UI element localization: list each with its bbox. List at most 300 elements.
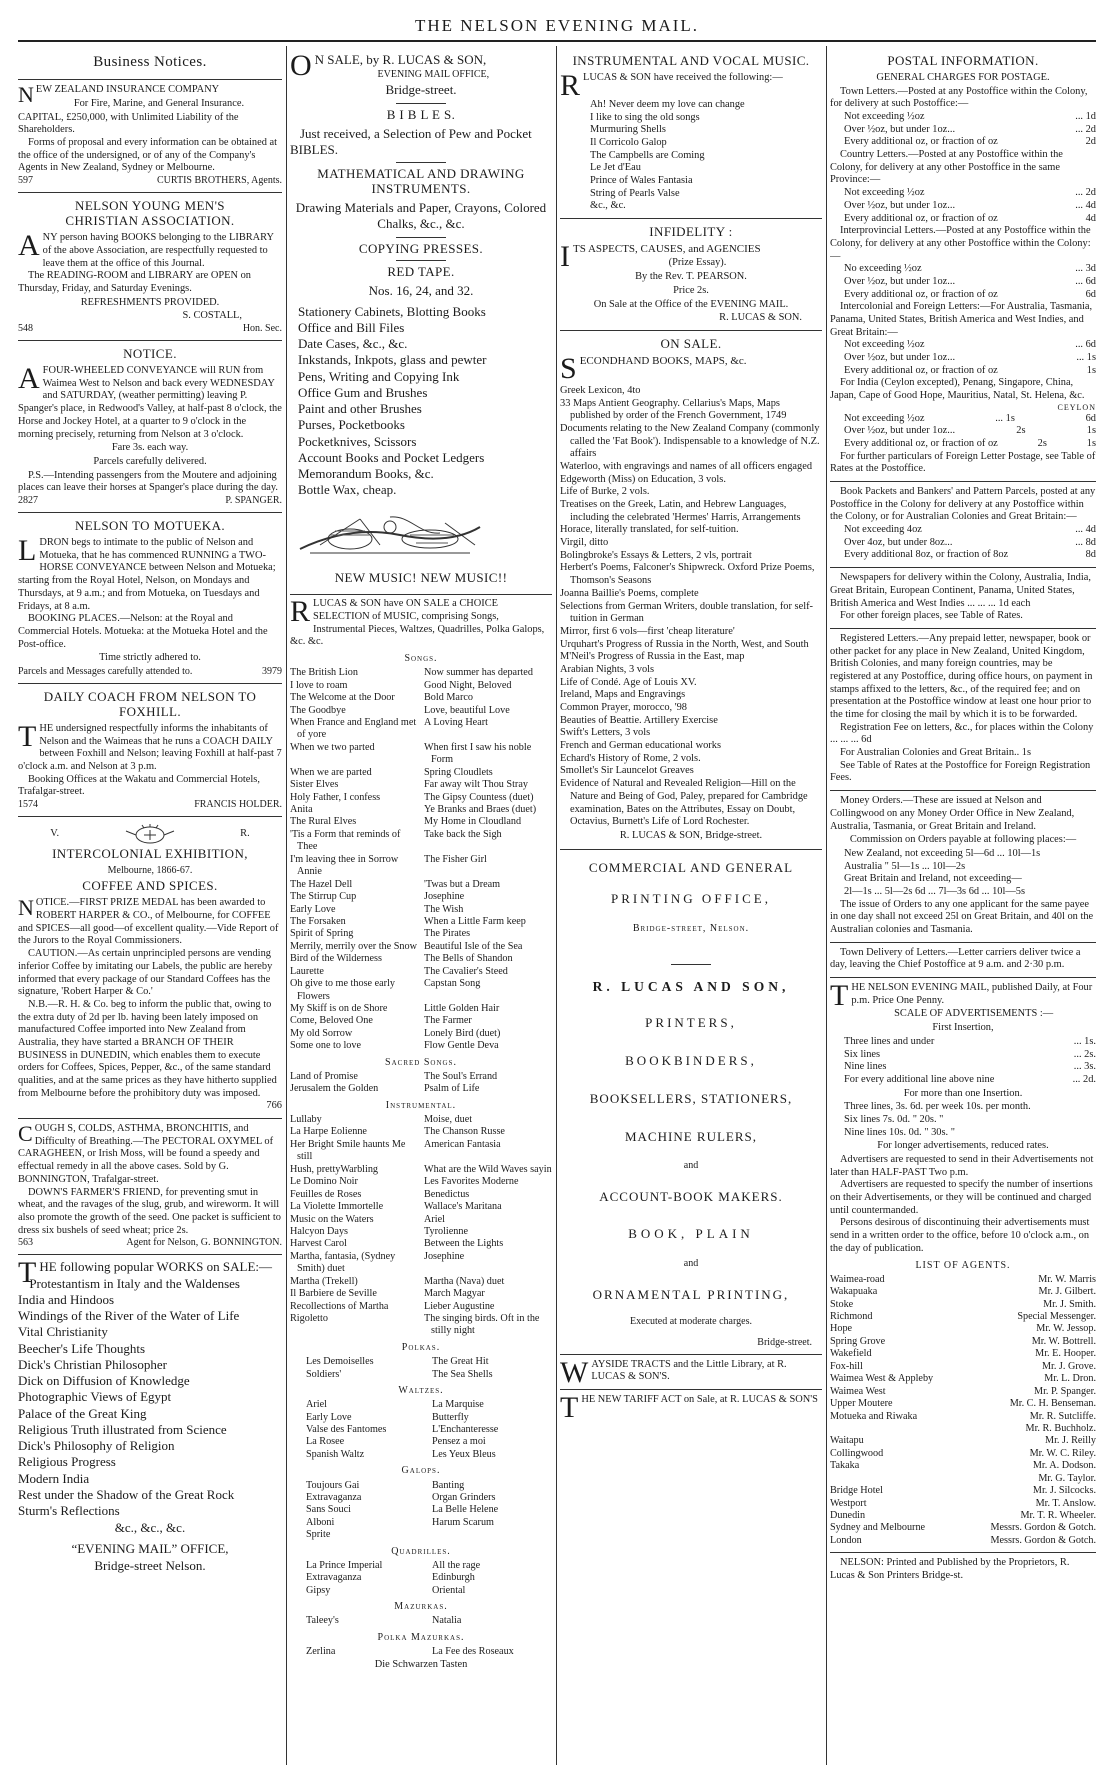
rate-cell: 2s [1037, 437, 1047, 449]
list-item: L'Enchanteresse [432, 1424, 499, 1435]
rate-cell: Every additional oz, or fraction of oz [844, 364, 998, 376]
imprint [830, 1553, 1096, 1582]
list-item: Pensez a moi [432, 1436, 486, 1448]
rate-row [830, 873, 1096, 886]
ad-line: Executed at moderate charges. [630, 1316, 752, 1328]
ad-line: BOOKSELLERS, STATIONERS, [589, 1090, 793, 1106]
list-item: Office and Bill Files [298, 319, 405, 335]
list-item: When we two parted [290, 741, 375, 753]
rate-cell: Mr. A. Dodson. [1032, 1460, 1096, 1472]
ad-title: ON SALE. [660, 335, 722, 351]
rate-cell: Mr. W. Jessop. [1036, 1323, 1096, 1335]
list-item: Ariel [424, 1213, 445, 1225]
rate-cell: Motueka and Riwaka [830, 1410, 918, 1422]
on-sale-ad [290, 48, 552, 595]
rate-cell: ... 1s [995, 412, 1015, 424]
section-heading: Songs. [404, 653, 438, 664]
list-item: Dick's Christian Philosopher [18, 1356, 167, 1372]
postal-paragraph: Town Letters.—Posted at any Postoffice within the Colony, for delivery at such Postoffice:— [830, 85, 1088, 110]
ad-signature-role: Hon. Sec. [242, 322, 282, 334]
rate-cell: ... 3s. [1073, 1061, 1096, 1073]
rate-cell: ... 2d [1075, 187, 1096, 199]
list-item: Life of Burke, 2 vols. [560, 486, 650, 498]
drop-cap: T [18, 720, 37, 753]
list-item: Taleey's [306, 1615, 339, 1627]
list-item: Moise, duet [424, 1114, 473, 1125]
postal-paragraph: Interprovincial Letters.—Posted at any Postoffice within the Colony, for delivery at any other Postoffice within the Colony:— [830, 225, 1091, 262]
list-item: I'm leaving thee in Sorrow Annie [290, 853, 399, 878]
rate-cell: For every additional line above nine [844, 1073, 995, 1085]
list-item: Butterfly [432, 1411, 469, 1423]
rate-cell: ... 1d [1075, 111, 1096, 122]
list-item: Prince of Wales Fantasia [590, 175, 693, 187]
list-item: Feuilles de Roses [290, 1188, 362, 1200]
list-item: Mirror, first 6 vols—first 'cheap literature' [560, 625, 735, 637]
list-item: Sprite [306, 1529, 331, 1541]
rate-row [830, 1485, 1096, 1497]
rate-cell: ... 1s [1076, 352, 1096, 364]
rate-row [830, 1473, 1096, 1485]
list-item: La Violette Immortelle [290, 1201, 384, 1213]
ad-line: R. LUCAS AND SON, [592, 978, 790, 994]
list-item: Flow Gentle Deva [424, 1040, 499, 1052]
royal-cipher-r: R. [240, 827, 250, 839]
rate-cell: Special Messenger. [1017, 1311, 1096, 1322]
list-item: The Hazel Dell [290, 878, 353, 890]
list-item: Bird of the Wilderness [290, 953, 382, 965]
postal-paragraph: Intercolonial and Foreign Letters:—For Australia, Tasmania, Panama, United States, British America and West Indies, and Great Britain:— [830, 301, 1093, 338]
list-item: Horace, literally translated, for self-tuition. [560, 524, 739, 536]
column-1 [18, 48, 282, 1765]
section-heading: Galops. [401, 1465, 441, 1477]
rate-row [830, 289, 1096, 302]
rate-cell: 1s [1086, 364, 1096, 376]
rate-row [830, 848, 1096, 861]
rate-cell: Collingwood [830, 1447, 884, 1459]
list-item: March Magyar [424, 1288, 485, 1300]
rate-cell: Every additional oz, or fraction of oz [844, 288, 998, 300]
list-item: Recollections of Martha [290, 1300, 389, 1312]
ad-subtitle: COFFEE AND SPICES. [82, 878, 218, 894]
masthead-rule [18, 40, 1096, 42]
list-item: Die Schwarzen Tasten [374, 1659, 468, 1671]
section-heading: SCALE OF ADVERTISEMENTS :— [894, 1008, 1054, 1020]
rate-row [830, 537, 1096, 550]
short-rule [396, 260, 446, 261]
list-item: The Wish [424, 903, 464, 915]
list-item: The Fisher Girl [424, 853, 487, 865]
rate-cell: Mr. R. Sutcliffe. [1029, 1410, 1096, 1422]
red-tape-title: RED TAPE. [387, 264, 455, 280]
rate-cell: Mr. W. C. Riley. [1029, 1447, 1096, 1459]
list-item: Palace of the Great King [18, 1405, 147, 1421]
postal-paragraph: Registration Fee on letters, &c., for places within the Colony ... ... ... 6d [830, 721, 1094, 746]
section-heading: Instrumental. [385, 1099, 457, 1111]
mazurkas-list [290, 1615, 552, 1627]
list-item: Le Jet d'Eau [590, 162, 641, 174]
copying-presses-title: COPYING PRESSES. [358, 240, 484, 256]
ad-line: PRINTING OFFICE, [611, 891, 771, 907]
list-item: Holy Father, I confess [290, 791, 381, 803]
songs-list [290, 667, 552, 1053]
list-item: Hush, prettyWarbling [290, 1163, 379, 1175]
rate-row [830, 524, 1096, 537]
column-divider [286, 46, 287, 1765]
list-item: What are the Wild Waves sayin [424, 1163, 552, 1175]
drop-cap: N [18, 82, 34, 108]
rate-cell: ... 4d [1075, 199, 1096, 211]
rate-cell: 1s [1086, 425, 1096, 437]
ad-line: and [683, 1258, 699, 1270]
ad-line: EVENING MAIL OFFICE, [377, 69, 490, 81]
town-delivery [830, 943, 1096, 978]
polka-mazurkas-list [290, 1646, 552, 1658]
rate-row [830, 276, 1096, 289]
list-item: Good Night, Beloved [424, 679, 512, 691]
list-item: Beautiful Isle of the Sea [424, 940, 523, 952]
ad-body: NY person having BOOKS belonging to the LIBRARY of the above Association, are respectfully requested to leave them at the office of this Journal. [42, 232, 274, 269]
ad-body: DOWN'S FARMER'S FRIEND, for preventing smut in wheat, and the ravages of the slug, grub, and wireworm. It will also promote the growth of the seed. One packet is sufficient to dress six bushels of seed wheat; price 2s. [18, 1186, 281, 1236]
ad-line: Bridge-street. [757, 1336, 812, 1348]
postal-paragraph: Commission on Orders payable at following places:— [849, 834, 1077, 846]
rate-row [830, 861, 1096, 874]
rate-row [830, 111, 1096, 124]
list-item: Wallace's Maritana [424, 1201, 502, 1213]
rate-cell: Mr. C. H. Benseman. [1009, 1398, 1096, 1410]
list-item: Herbert's Poems, Falconer's Shipwreck. Oxford Prize Poems, Thomson's Seasons [560, 562, 815, 587]
list-item: Office Gum and Brushes [298, 384, 428, 400]
polkas-list [290, 1356, 552, 1381]
rate-table [830, 524, 1096, 562]
rate-cell: 2d [1085, 136, 1096, 148]
drop-cap: N [18, 895, 34, 921]
motueka-ad [18, 513, 282, 684]
ad-line: ACCOUNT-BOOK MAKERS. [599, 1188, 783, 1204]
royal-arms-row [18, 823, 282, 845]
ad-body: Forms of proposal and every information can be obtained at the office of the undersigned, or of any of the Company's Agents in New Zealand, Sydney or Melbourne. [18, 137, 278, 174]
rate-row [830, 1535, 1096, 1547]
list-item: Lieber Augustine [424, 1300, 495, 1312]
rate-row [830, 549, 1096, 562]
list-item: Selections from German Writers, double translation, for self-tuition in German [560, 600, 814, 625]
list-item: Il Barbiere de Seville [290, 1288, 377, 1300]
rate-row [830, 1061, 1096, 1074]
ad-body: The READING-ROOM and LIBRARY are OPEN on Thursday, Friday, and Saturday Evenings. [18, 270, 251, 294]
list-item: 'Twas but a Dream [424, 878, 501, 890]
rate-cell: ... 4d [1075, 524, 1096, 536]
rate-row [830, 1361, 1096, 1373]
section-heading: Quadrilles. [391, 1545, 451, 1557]
postal-paragraph: Registered Letters.—Any prepaid letter, newspaper, book or other packet for any place in New Zealand, United Kingdom, British Colonies, and many foreign countries, may be registered at any Postoffice, during office hours, on payment in stamps affixed to the letters, &c., of the required fee; and on presentation at the Postoffice window at least one hour prior to the time for closing the mail by which it is to be forwarded. [830, 632, 1093, 720]
drop-cap: O [290, 49, 312, 82]
list-item: Early Love [306, 1411, 352, 1423]
ad-signature: “EVENING MAIL” OFFICE, [71, 1540, 229, 1556]
list-item: When first I saw his noble Form [424, 741, 532, 766]
ad-signature: CURTIS BROTHERS, Agents. [157, 175, 282, 187]
list-item: Religious Progress [18, 1454, 116, 1470]
list-item [432, 1529, 552, 1541]
ad-signature: R. LUCAS & SON, Bridge-street. [619, 829, 763, 841]
drop-cap: S [560, 351, 577, 385]
section-heading: GENERAL CHARGES FOR POSTAGE. [876, 71, 1050, 83]
list-item: Music on the Waters [290, 1213, 374, 1225]
column-2 [290, 48, 552, 1765]
list-item: Between the Lights [424, 1238, 504, 1250]
rate-cell: 2l—1s ... 5l—2s 6d ... 7l—3s 6d ... 10l—5s [844, 885, 1025, 897]
rate-cell: Not exceeding ½oz [844, 187, 925, 199]
ad-number: 563 [18, 1237, 33, 1249]
music-list [560, 99, 822, 213]
rate-cell: ... 2s. [1073, 1048, 1096, 1060]
quadrilles-list [290, 1560, 552, 1597]
list-item: The Campbells are Coming [590, 149, 705, 161]
list-item: Psalm of Life [424, 1083, 480, 1095]
list-item: The singing birds. Oft in the stilly night [424, 1313, 540, 1337]
ad-heading: ECONDHAND BOOKS, MAPS, &c. [579, 354, 747, 367]
ad-body: Persons desirous of discontinuing their advertisements must send in a written order to the office, before 10 o'clock a.m., on the day of publication. [830, 1217, 1090, 1254]
rate-cell: Mr. J. Gilbert. [1038, 1286, 1096, 1298]
ad-line: (Prize Essay). [668, 257, 727, 269]
rate-cell: Great Britain and Ireland, not exceeding— [844, 873, 1022, 885]
list-item: Virgil, ditto [560, 537, 609, 549]
postal-paragraph: For other foreign places, see Table of Rates. [840, 610, 1023, 622]
ad-body: BOOKING PLACES.—Nelson: at the Royal and Commercial Hotels. Motueka: at the Motueka Hotel and the Post-office. [18, 613, 268, 650]
ad-heading: EW ZEALAND INSURANCE COMPANY [35, 84, 220, 96]
secondhand-books-ad [560, 331, 822, 850]
rate-cell: Mr. J. Silcocks. [1032, 1485, 1096, 1497]
list-item: Rigoletto [290, 1313, 328, 1324]
rate-cell: Not exceeding ½oz [844, 339, 925, 351]
rate-row [830, 1286, 1096, 1298]
list-item: Joanna Baillie's Poems, complete [560, 587, 699, 599]
list-item: The Farmer [424, 1015, 472, 1027]
ad-number: 3979 [262, 665, 282, 677]
list-item: &c., &c. [590, 200, 626, 212]
rate-cell: ... 3d [1075, 263, 1096, 275]
list-item: The Welcome at the Door [290, 692, 395, 704]
list-item: Stationery Cabinets, Blotting Books [298, 303, 486, 319]
list-item: Lullaby [290, 1114, 322, 1125]
rate-cell: Messrs. Gordon & Gotch. [990, 1522, 1096, 1534]
rate-cell: 2s [1016, 425, 1026, 437]
rate-cell: Over ½oz, but under 1oz... [844, 275, 956, 287]
ad-body: LUCAS & SON have ON SALE a CHOICE SELECTION of MUSIC, comprising Songs, Instrumental Pieces, Waltzes, Quadrilles, Polka Galops, &c. &c. [290, 598, 545, 648]
ad-title: NELSON TO MOTUEKA. [74, 518, 226, 534]
list-item: Beecher's Life Thoughts [18, 1340, 146, 1356]
list-item: Spirit of Spring [290, 928, 354, 940]
list-item: Land of Promise [290, 1070, 358, 1082]
ad-line: Bridge-street. [385, 82, 457, 98]
registered-letters [830, 629, 1096, 791]
rate-cell: Stoke [830, 1298, 854, 1310]
list-item: String of Pearls Valse [590, 187, 680, 199]
rate-row [830, 1127, 1096, 1140]
list-item: Bold Marco [424, 692, 473, 704]
list-item: Sturm's Reflections [18, 1503, 120, 1519]
postal-paragraph: For further particulars of Foreign Letter Postage, see Table of Rates at the Postoffice. [830, 450, 1096, 475]
rate-cell: Waimea-road [830, 1273, 885, 1285]
rate-row [830, 1049, 1096, 1062]
list-item: Sister Elves [290, 779, 339, 791]
money-orders [830, 791, 1096, 943]
list-item: Smollet's Sir Launcelot Greaves [560, 765, 694, 777]
rate-row [830, 200, 1096, 213]
drop-cap: T [830, 979, 849, 1013]
rate-cell: Nine lines 10s. 0d. " 30s. " [844, 1126, 955, 1138]
rate-cell: Mr. J. Grove. [1041, 1360, 1096, 1372]
list-item: Banting [432, 1479, 465, 1491]
rate-cell: Every additional oz, or fraction of oz [844, 212, 998, 224]
list-item: I love to roam [290, 679, 348, 691]
ad-line: Nos. 16, 24, and 32. [368, 283, 474, 299]
list-item: Benedictus [424, 1188, 470, 1200]
rate-cell: 4d [1085, 212, 1096, 224]
ad-title: DAILY COACH FROM NELSON TO FOXHILL. [43, 689, 257, 720]
ad-heading: HE following popular WORKS on SALE:— [39, 1259, 272, 1275]
ad-signature: R. LUCAS & SON. [719, 312, 802, 324]
list-item: Martha, fantasia, (Sydney Smith) duet [290, 1250, 396, 1275]
rate-cell: ... 8d [1075, 536, 1096, 548]
list-item: Alboni [306, 1516, 335, 1528]
rate-cell: Spring Grove [830, 1335, 886, 1347]
tariff-act-ad [560, 1390, 822, 1425]
music-catalogue [290, 595, 552, 1672]
ad-line: BOOKBINDERS, [625, 1052, 757, 1068]
short-rule [396, 237, 446, 238]
ad-line: Price 2s. [673, 284, 709, 296]
ad-line: REFRESHMENTS PROVIDED. [80, 296, 220, 308]
works-list [18, 1276, 282, 1520]
list-item: When we are parted [290, 766, 372, 778]
list-item: The Gipsy Countess (duet) [424, 791, 534, 803]
list-item: Spanish Waltz [306, 1448, 365, 1460]
royal-crest-icon [124, 823, 176, 845]
newspapers [830, 568, 1096, 629]
list-item: Laurette [290, 965, 324, 977]
ad-line: Parcels and Messages carefully attended to. [18, 665, 193, 677]
section-heading: For more than one Insertion. [903, 1087, 1023, 1099]
rate-cell: Six lines [844, 1048, 881, 1060]
ad-line: On Sale at the Office of the EVENING MAIL. [593, 298, 789, 310]
list-item: When a Little Farm keep [424, 915, 526, 927]
rate-row [830, 1522, 1096, 1534]
list-item: Harvest Carol [290, 1238, 347, 1250]
rate-cell: Over ½oz, but under 1oz... [844, 199, 956, 211]
list-item: Les Favorites Moderne [424, 1176, 519, 1188]
list-item: 33 Maps Antient Geography. Cellarius's Maps, Maps published by order of the French Government, 1749 [560, 397, 787, 422]
infidelity-ad [560, 219, 822, 331]
list-item: Early Love [290, 903, 336, 915]
rate-row [830, 1423, 1096, 1435]
list-item: The Stirrup Cup [290, 891, 357, 903]
rate-cell: Mr. W. Bottrell. [1031, 1335, 1096, 1347]
rate-cell: Not exceeding 4oz [844, 524, 922, 536]
list-item: Sans Souci [306, 1504, 351, 1516]
list-item: Evidence of Natural and Revealed Religion—Hill on the Nature and Being of God, Paley, prepared for Cambridge examination, Bates on the Attributes, Essay on Doubt, Octavius, Burnett's Life of Lord Rochester. [560, 778, 808, 828]
rate-cell: Not exceeding ½oz [844, 412, 925, 424]
list-item: Bolingbroke's Essays & Letters, 2 vls, portrait [560, 549, 752, 561]
ad-title: INTERCOLONIAL EXHIBITION, [52, 846, 248, 862]
list-item: Memorandum Books, &c. [298, 466, 434, 482]
stationery-list [290, 304, 552, 499]
list-item: Ah! Never deem my love can change [590, 98, 745, 110]
popular-works-ad [18, 1255, 282, 1573]
ad-body: Advertisers are requested to send in their Advertisements not later than HALF-PAST Two p.m. [830, 1154, 1094, 1178]
list-item: La Rosee [306, 1436, 345, 1448]
business-notices-title: Business Notices. [93, 54, 207, 70]
column-divider [826, 46, 827, 1765]
ad-heading: TS ASPECTS, CAUSES, and AGENCIES [573, 243, 761, 256]
ad-line: Time strictly adhered to. [99, 652, 201, 664]
ad-signature: Agent for Nelson, G. BONNINGTON. [126, 1237, 282, 1249]
postal-paragraph: Country Letters.—Posted at any Postoffice within the Colony, for delivery at any other Postoffice in the same Province:— [830, 149, 1063, 186]
list-item: Merrily, merrily over the Snow [290, 940, 417, 952]
list-item: The Bells of Shandon [424, 953, 513, 965]
rate-cell: Waimea West & Appleby [830, 1373, 934, 1385]
rate-cell: Wakapuaka [830, 1286, 878, 1298]
list-item: India and Hindoos [18, 1291, 115, 1307]
list-item: Ye Branks and Braes (duet) [424, 804, 537, 815]
ad-line: By the Rev. T. PEARSON. [635, 271, 747, 283]
rate-cell: Three lines and under [844, 1035, 935, 1047]
rate-cell: Mr. R. Buchholz. [1025, 1422, 1096, 1434]
ad-body: HE NELSON EVENING MAIL, published Daily, at Four p.m. Price One Penny. [851, 982, 1093, 1006]
rate-table [830, 1101, 1096, 1139]
list-item: Zerlina [306, 1646, 336, 1657]
list-item: The Great Hit [432, 1356, 489, 1368]
rate-cell: London [830, 1534, 862, 1546]
list-item: Purses, Pocketbooks [298, 417, 405, 433]
list-item: Martha (Nava) duet [424, 1275, 505, 1287]
rate-cell: 8d [1085, 549, 1096, 561]
column-label: CEYLON [1057, 402, 1096, 412]
section-heading: LIST OF AGENTS. [915, 1259, 1011, 1271]
rate-table [830, 263, 1096, 301]
postal-paragraph: For Australian Colonies and Great Britain.. 1s [840, 747, 1032, 759]
section-heading: Mazurkas. [394, 1601, 448, 1613]
drop-cap: R [560, 68, 581, 102]
rate-cell: Richmond [830, 1311, 873, 1322]
drop-cap: C [18, 1121, 33, 1147]
list-item: Account Books and Pocket Ledgers [298, 449, 485, 465]
rate-cell: Mr. W. Marris [1038, 1273, 1096, 1285]
list-item: Edgeworth (Miss) on Education, 3 vols. [560, 473, 726, 485]
rate-cell: ... 6d [1075, 339, 1096, 351]
rate-row [830, 1510, 1096, 1522]
ad-signature: FRANCIS HOLDER. [194, 799, 282, 811]
ad-body: Just received, a Selection of Pew and Pocket BIBLES. [290, 125, 532, 157]
rate-row [830, 1274, 1096, 1286]
printing-office-ad [560, 850, 822, 1355]
list-item: Little Golden Hair [424, 1003, 500, 1014]
rate-cell: Mr. T. R. Wheeler. [1020, 1510, 1096, 1521]
list-item: Ariel [306, 1399, 327, 1411]
list-item: Dick's Philosophy of Religion [18, 1438, 175, 1454]
rate-row [830, 438, 1096, 451]
rate-cell: Mr. E. Hooper. [1035, 1348, 1096, 1360]
rate-cell: ... 2d. [1072, 1073, 1096, 1085]
rate-cell: No exceeding ½oz [844, 263, 922, 275]
ad-line: COMMERCIAL AND GENERAL [588, 859, 794, 875]
postal-paragraph: See Table of Rates at the Postoffice for Foreign Registration Fees. [830, 759, 1091, 784]
list-item: Echard's History of Rome, 2 vols. [560, 752, 701, 764]
list-item: Soldiers' [306, 1368, 342, 1380]
list-item: La Prince Imperial [306, 1559, 383, 1571]
ad-line: For Fire, Marine, and General Insurance. [73, 97, 245, 109]
bibles-title: B I B L E S. [386, 106, 456, 122]
list-item: French and German educational works [560, 740, 721, 752]
rate-cell: Waimea West [830, 1385, 886, 1397]
